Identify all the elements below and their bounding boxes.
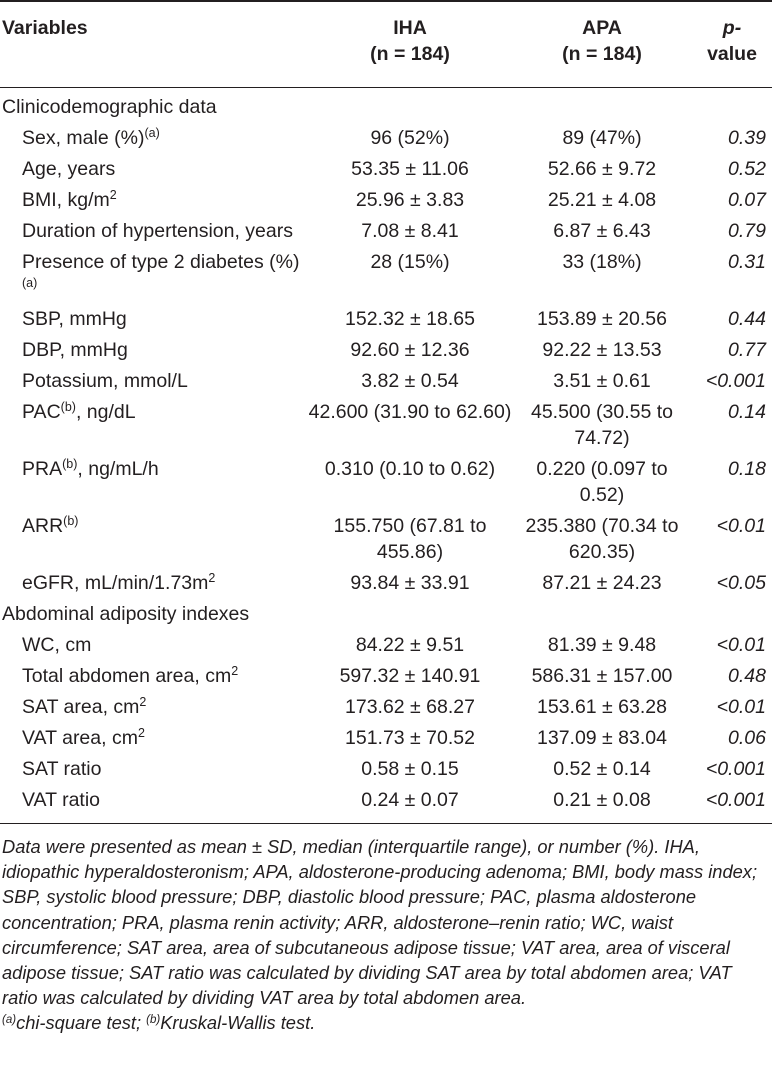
- cell-iha: 173.62 ± 68.27: [345, 696, 475, 718]
- table-row: [0, 456, 772, 513]
- section-title: Clinicodemographic data: [2, 96, 217, 118]
- cell-iha: 42.600 (31.90 to 62.60): [308, 401, 512, 423]
- row-label: [0, 787, 308, 824]
- table-row: [0, 249, 772, 306]
- row-label: [0, 218, 308, 249]
- cell-apa: 89 (47%): [562, 127, 642, 149]
- row-label-text: VAT area, cm: [22, 727, 138, 749]
- cell-iha: 3.82 ± 0.54: [361, 370, 459, 392]
- row-label-unit: , ng/dL: [75, 401, 136, 423]
- cell-apa: 33 (18%): [562, 251, 642, 273]
- cell-p-value: <0.01: [716, 515, 766, 537]
- table-body: [0, 88, 772, 1036]
- table-header: [0, 1, 772, 88]
- table-row: [0, 570, 772, 601]
- header-apa: [512, 1, 692, 88]
- header-p-word: value: [707, 43, 757, 65]
- cell-p-value: 0.18: [728, 458, 766, 480]
- row-label-superscript: 2: [137, 726, 145, 740]
- footnote-tests: [2, 1010, 770, 1035]
- table-row: [0, 725, 772, 756]
- row-label-text: PAC: [22, 401, 61, 423]
- cell-p-value: <0.001: [692, 787, 772, 824]
- row-label-superscript: (a): [22, 276, 38, 290]
- cell-iha: 597.32 ± 140.91: [339, 665, 481, 687]
- cell-apa: 25.21 ± 4.08: [547, 189, 657, 211]
- cell-apa: 87.21 ± 24.23: [542, 572, 662, 594]
- row-label-text: SBP, mmHg: [22, 308, 127, 330]
- row-label: [0, 368, 308, 399]
- row-label-text: DBP, mmHg: [22, 339, 128, 361]
- row-label-text: Sex, male (%): [22, 127, 145, 149]
- cell-apa: 137.09 ± 83.04: [537, 727, 667, 749]
- cell-iha: 53.35 ± 11.06: [351, 158, 469, 180]
- table-row: [0, 187, 772, 218]
- row-label-text: Duration of hypertension, years: [22, 220, 293, 242]
- row-label-superscript: 2: [231, 664, 239, 678]
- table-row: [0, 125, 772, 156]
- cell-p-value: <0.01: [716, 696, 766, 718]
- cell-p-value: <0.01: [716, 634, 766, 656]
- footnote: [0, 824, 772, 1036]
- cell-p-value: <0.05: [716, 572, 766, 594]
- row-label-text: SAT area, cm: [22, 696, 140, 718]
- row-label-text: PRA: [22, 458, 63, 480]
- cell-iha: 93.84 ± 33.91: [350, 572, 470, 594]
- row-label-superscript: (b): [60, 400, 76, 414]
- row-label: [0, 694, 308, 725]
- cell-p-value: 0.79: [728, 220, 766, 242]
- table-row: [0, 218, 772, 249]
- cell-iha: 0.24 ± 0.07: [308, 787, 512, 824]
- cell-iha: 155.750 (67.81 to 455.86): [333, 515, 487, 563]
- cell-p-value: 0.48: [728, 665, 766, 687]
- cell-apa: 92.22 ± 13.53: [542, 339, 662, 361]
- table-row: [0, 632, 772, 663]
- cell-apa: 0.220 (0.097 to 0.52): [536, 458, 668, 506]
- header-iha: [308, 1, 512, 88]
- row-label: [0, 725, 308, 756]
- row-label: [0, 756, 308, 787]
- row-label: [0, 399, 308, 456]
- row-label-superscript: (b): [62, 457, 78, 471]
- header-apa-n: (n = 184): [562, 43, 642, 65]
- row-label: [0, 187, 308, 218]
- row-label-text: Total abdomen area, cm: [22, 665, 232, 687]
- cell-apa: 3.51 ± 0.61: [553, 370, 651, 392]
- row-label: [0, 125, 308, 156]
- table-row: [0, 156, 772, 187]
- table-row: [0, 306, 772, 337]
- header-iha-name: IHA: [393, 17, 427, 39]
- table-row: [0, 337, 772, 368]
- row-label: [0, 570, 308, 601]
- row-label-text: SAT ratio: [22, 758, 102, 780]
- row-label: [0, 306, 308, 337]
- row-label-text: WC, cm: [22, 634, 92, 656]
- row-label: [0, 456, 308, 513]
- table-row: [0, 756, 772, 787]
- cell-apa: 153.61 ± 63.28: [537, 696, 667, 718]
- cell-apa: 0.52 ± 0.14: [553, 758, 651, 780]
- cell-iha: 96 (52%): [370, 127, 450, 149]
- header-apa-name: APA: [582, 17, 622, 39]
- row-label-text: eGFR, mL/min/1.73m: [22, 572, 209, 594]
- row-label: [0, 632, 308, 663]
- cell-p-value: <0.001: [705, 758, 766, 780]
- row-label-unit: , ng/mL/h: [77, 458, 159, 480]
- row-label-superscript: (a): [144, 126, 160, 140]
- cell-p-value: 0.06: [728, 727, 766, 749]
- cell-apa: 45.500 (30.55 to 74.72): [530, 401, 674, 449]
- footnote-mark-a: (a): [2, 1014, 17, 1027]
- cell-p-value: 0.31: [728, 251, 766, 273]
- row-label-text: BMI, kg/m: [22, 189, 110, 211]
- cell-p-value: 0.44: [728, 308, 766, 330]
- cell-iha: 0.58 ± 0.15: [361, 758, 459, 780]
- row-label: [0, 513, 308, 570]
- row-label-text: Presence of type 2 diabetes (%): [22, 251, 300, 273]
- header-iha-n: (n = 184): [370, 43, 450, 65]
- cell-p-value: 0.52: [728, 158, 766, 180]
- cell-iha: 25.96 ± 3.83: [355, 189, 465, 211]
- table-row: [0, 399, 772, 456]
- cell-iha: 92.60 ± 12.36: [350, 339, 470, 361]
- row-label-superscript: (b): [63, 514, 79, 528]
- section-title: Abdominal adiposity indexes: [2, 603, 250, 625]
- row-label: [0, 249, 308, 306]
- row-label: [0, 156, 308, 187]
- header-variables: Variables: [0, 1, 308, 88]
- cell-apa: 52.66 ± 9.72: [547, 158, 657, 180]
- row-label-superscript: 2: [208, 571, 216, 585]
- cell-iha: 84.22 ± 9.51: [355, 634, 465, 656]
- footnote-text-a: chi-square test;: [16, 1012, 147, 1034]
- table-row: [0, 663, 772, 694]
- header-p-letter: p-: [722, 17, 742, 39]
- table-row: [0, 368, 772, 399]
- footnote-abbreviations: Data were presented as mean ± SD, median (interquartile range), or number (%). IHA, idiopathic hyperaldosteronism; APA, aldosterone-producing adenoma; BMI, body mass index; SBP, systolic blood pressure; DBP, diastolic blood pressure; PAC, plasma aldosterone concentration; PRA, plasma renin activity; ARR, aldosterone–renin ratio; WC, waist circumference; SAT area, area of subcutaneous adipose tissue; VAT area, area of visceral adipose tissue; SAT ratio was calculated by dividing SAT area by total abdomen area; VAT ratio was calculated by dividing VAT area by total abdomen area.: [2, 836, 758, 1009]
- cell-apa: 81.39 ± 9.48: [547, 634, 657, 656]
- row-label: [0, 663, 308, 694]
- cell-p-value: 0.77: [728, 339, 766, 361]
- cell-iha: 151.73 ± 70.52: [345, 727, 475, 749]
- section-row: [0, 88, 772, 126]
- row-label-text: Potassium, mmol/L: [22, 370, 188, 392]
- table-row: [0, 787, 772, 824]
- cell-iha: 152.32 ± 18.65: [345, 308, 475, 330]
- row-label-superscript: 2: [109, 188, 117, 202]
- cell-apa: 235.380 (70.34 to 620.35): [525, 515, 679, 563]
- table-row: [0, 513, 772, 570]
- row-label-text: ARR: [22, 515, 64, 537]
- cell-p-value: 0.39: [728, 127, 766, 149]
- cell-apa: 6.87 ± 6.43: [553, 220, 651, 242]
- footnote-text-b: Kruskal-Wallis test.: [160, 1012, 316, 1034]
- row-label-superscript: 2: [139, 695, 147, 709]
- cell-iha: 7.08 ± 8.41: [361, 220, 459, 242]
- cell-apa: 153.89 ± 20.56: [537, 308, 667, 330]
- row-label-text: Age, years: [22, 158, 116, 180]
- header-p-value: [692, 1, 772, 88]
- cell-p-value: 0.14: [728, 401, 766, 423]
- row-label-text: VAT ratio: [22, 789, 101, 811]
- cell-p-value: 0.07: [728, 189, 766, 211]
- cell-p-value: <0.001: [705, 370, 766, 392]
- table-row: [0, 694, 772, 725]
- footnote-mark-b: (b): [146, 1014, 161, 1027]
- cell-iha: 28 (15%): [370, 251, 450, 273]
- cell-iha: 0.310 (0.10 to 0.62): [324, 458, 496, 480]
- section-row: [0, 601, 772, 632]
- row-label: [0, 337, 308, 368]
- footnote-row: [0, 824, 772, 1036]
- cell-apa: 586.31 ± 157.00: [531, 665, 673, 687]
- cell-apa: 0.21 ± 0.08: [512, 787, 692, 824]
